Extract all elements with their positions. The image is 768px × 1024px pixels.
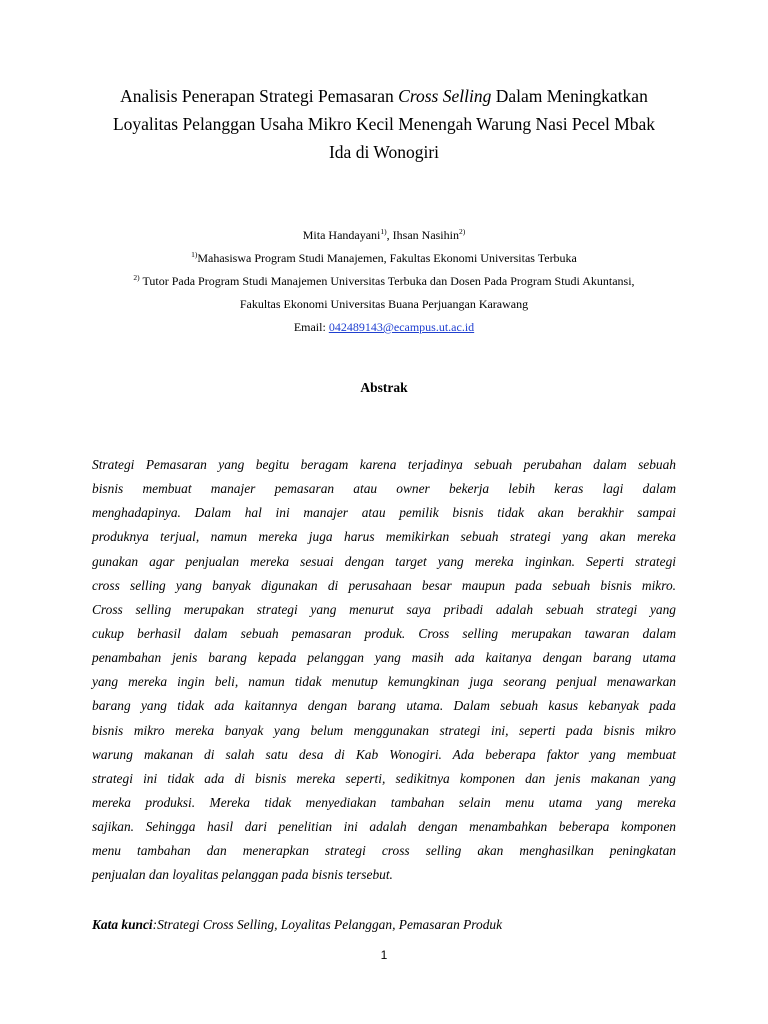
email-label: Email: xyxy=(293,320,329,334)
title-italic-term: Cross Selling xyxy=(398,86,492,106)
keywords-line xyxy=(92,917,502,933)
affiliation-2-continued: Fakultas Ekonomi Universitas Buana Perjuangan Karawang xyxy=(239,297,529,311)
abstract-line: bisnis mikro mereka banyak yang belum menggunakan strategi ini, seperti pada bisnis mikro xyxy=(92,722,676,738)
abstract-line: mereka produksi. Mereka tidak menyediakan tambahan selain menu utama yang mereka xyxy=(92,794,676,810)
author-names xyxy=(60,224,708,247)
keywords-label: Kata kunci xyxy=(92,917,153,932)
abstract-line: menghadapinya. Dalam hal ini manajer atau pemilik bisnis tidak akan berakhir sampai xyxy=(92,505,676,521)
email-line xyxy=(60,316,708,339)
author-block xyxy=(60,224,708,339)
abstract-line: cukup berhasil dalam sebuah pemasaran produk. Cross selling merupakan tawaran dalam xyxy=(92,625,676,641)
abstract-line: yang mereka ingin beli, namun tidak menutup kemungkinan juga seorang penjual menawarkan xyxy=(92,674,676,690)
title-line-1 xyxy=(80,82,688,110)
email-link[interactable]: 042489143@ecampus.ut.ac.id xyxy=(328,320,475,334)
title-line-2: Loyalitas Pelanggan Usaha Mikro Kecil Menengah Warung Nasi Pecel Mbak xyxy=(112,114,656,134)
abstract-line: menu tambahan dan menerapkan strategi cross selling akan menghasilkan peningkatan xyxy=(92,843,676,859)
abstract-line: penambahan jenis barang kepada pelanggan yang masih ada kaitanya dengan barang utama xyxy=(92,650,676,666)
keywords-text: :Strategi Cross Selling, Loyalitas Pelanggan, Pemasaran Produk xyxy=(152,917,503,932)
abstract-line: Cross selling merupakan strategi yang menurut saya pribadi adalah sebuah strategi yang xyxy=(92,601,676,617)
abstract-line: sajikan. Sehingga hasil dari penelitian ini adalah dengan menambahkan beberapa komponen xyxy=(92,819,676,835)
affiliation-1-text: Mahasiswa Program Studi Manajemen, Fakultas Ekonomi Universitas Terbuka xyxy=(197,251,577,265)
abstract-line: warung makanan di salah satu desa di Kab Wonogiri. Ada beberapa faktor yang membuat xyxy=(92,746,676,762)
author-1-name: Mita Handayani xyxy=(302,228,381,242)
abstract-line: Strategi Pemasaran yang begitu beragam karena terjadinya sebuah perubahan dalam sebuah xyxy=(92,457,676,472)
abstract-line: gunakan agar penjualan mereka sesuai dengan target yang mereka inginkan. Seperti strategi xyxy=(92,553,676,569)
title-line-1-start: Analisis Penerapan Strategi Pemasaran xyxy=(120,86,399,106)
abstract-body xyxy=(92,453,676,888)
author-2-name: Ihsan Nasihin xyxy=(392,228,459,242)
author-1-marker: 1) xyxy=(380,227,387,236)
abstract-line: penjualan dan loyalitas pelanggan pada bisnis tersebut. xyxy=(92,867,393,883)
title-line-3: Ida di Wonogiri xyxy=(328,142,440,162)
affiliation-2 xyxy=(60,270,708,293)
author-2-marker: 2) xyxy=(458,227,466,236)
abstract-line: cross selling yang banyak digunakan di perusahaan besar maupun pada sebuah bisnis mikro. xyxy=(92,577,676,593)
affiliation-2-marker: 2) xyxy=(133,273,140,282)
abstract-line: barang yang tidak ada kaitannya dengan barang utama. Dalam sebuah kasus kebanyak pada xyxy=(92,698,676,714)
abstract-line: produknya terjual, namun mereka juga harus memikirkan sebuah strategi yang akan mereka xyxy=(92,529,676,545)
affiliation-1 xyxy=(60,247,708,270)
abstract-line: strategi ini tidak ada di bisnis mereka seperti, sedikitnya komponen dan jenis makanan yang xyxy=(92,770,676,786)
paper-title xyxy=(80,82,688,166)
affiliation-2-text: Tutor Pada Program Studi Manajemen Universitas Terbuka dan Dosen Pada Program Studi Akuntansi, xyxy=(139,274,635,288)
title-line-1-end: Dalam Meningkatkan xyxy=(491,86,648,106)
abstract-heading: Abstrak xyxy=(360,380,408,395)
author-separator: , xyxy=(386,228,393,242)
page-number: 1 xyxy=(380,948,388,962)
abstract-line: bisnis membuat manajer pemasaran atau owner bekerja lebih keras lagi dalam xyxy=(92,481,676,497)
affiliation-1-marker: 1) xyxy=(191,250,198,259)
